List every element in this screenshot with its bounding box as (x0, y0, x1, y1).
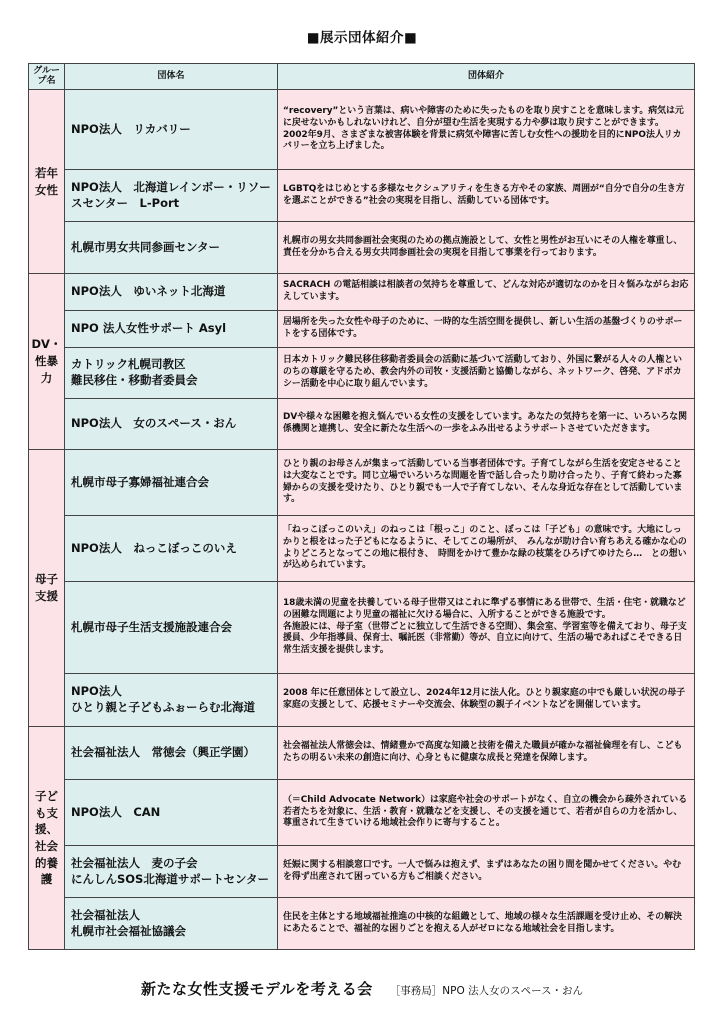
table-row (29, 348, 695, 399)
table-row (29, 274, 695, 311)
organization-table (28, 63, 695, 950)
table-row (29, 222, 695, 274)
table-row (29, 674, 695, 727)
org-intro: 札幌市の男女共同参画社会実現のための拠点施設として、女性と男性がお互いにその人権を尊重し、責任を分かち合える男女共同参画社会の実現を目指して事業を行っております。 (278, 222, 695, 274)
org-intro: 「ねっこぼっこのいえ」のねっこは「根っこ」のこと、ぼっこは「子ども」の意味です。大地にしっかりと根をはった子どもになるように、そしてこの場所が、 みんなが助け合い育ちあえる確かな心のよりどころとなってこの地に根付き、 時間をかけて豊かな緑の枝葉をひろげてゆけたら… との想いが込められています。 (278, 516, 695, 582)
header-name: 団体名 (65, 64, 278, 90)
org-intro: 日本カトリック難民移住移動者委員会の活動に基づいて活動しており、外国に繋がる人々の人権といのちの尊厳を守るため、教会内外の司牧・支援活動と協働しながら、ネットワーク、啓発、アドボカシー活動を中心に取り組んでいます。 (278, 348, 695, 399)
table-row (29, 450, 695, 516)
org-name: NPO法人 北海道レインボー・リソースセンター L-Port (65, 170, 278, 222)
org-intro: 住民を主体とする地域福祉推進の中核的な組織として、地域の様々な生活課題を受け止め、その解決にあたることで、福祉的な困りごとを抱える人がゼロになる地域社会を目指します。 (278, 898, 695, 950)
org-intro: 社会福祉法人常徳会は、情緒豊かで高度な知識と技術を備えた職員が確かな福祉倫理を有し、こどもたちの明るい未来の創造に向け、心身ともに健康な成長と発達を保障します。 (278, 727, 695, 780)
org-name: 札幌市母子生活支援施設連合会 (65, 582, 278, 674)
org-name: NPO法人 ねっこぼっこのいえ (65, 516, 278, 582)
table-row (29, 399, 695, 450)
org-name: NPO法人 ゆいネット北海道 (65, 274, 278, 311)
footer (0, 978, 724, 999)
org-intro: 妊娠に関する相談窓口です。一人で悩みは抱えず、まずはあなたの困り間を聞かせてください。やむを得ず出産されて困っている方もご相談ください。 (278, 846, 695, 898)
org-name: NPO法人 ひとり親と子どもふぉーらむ北海道 (65, 674, 278, 727)
header-intro: 団体紹介 (278, 64, 695, 90)
org-intro: LGBTQをはじめとする多様なセクシュアリティを生きる方やその家族、周囲が“自分で自分の生き方を選ぶことができる”社会の実現を目指し、活動している団体です。 (278, 170, 695, 222)
org-name: 社会福祉法人 麦の子会 にんしんSOS北海道サポートセンター (65, 846, 278, 898)
footer-title: 新たな女性支援モデルを考える会 (140, 980, 373, 998)
table-row (29, 516, 695, 582)
group-label-dv: DV・性暴力 (29, 274, 65, 450)
table-row (29, 780, 695, 846)
org-intro: 2008 年に任意団体として設立し、2024年12月に法人化。ひとり親家庭の中でも厳しい状況の母子家庭の支援として、応援セミナーや交流会、体験型の親子イベントなどを開催しています。 (278, 674, 695, 727)
org-intro: ひとり親のお母さんが集まって活動している当事者団体です。子育てしながら生活を安定させることは大変なことです。同じ立場でいろいろな問題を皆で話し合ったり助け合ったり、子育て終わった寡婦からの支援を受けたり、ひとり親でも一人で子育てしない、そんな身近な存在として活動しています。 (278, 450, 695, 516)
org-name: 社会福祉法人 常徳会（興正学園） (65, 727, 278, 780)
org-intro: 18歳未満の児童を扶養している母子世帯又はこれに準ずる事情にある世帯で、生活・住宅・就職などの困難な問題により児童の福祉に欠ける場合に、入所することができる施設です。 各施設には、母子室（世帯ごとに独立して生活できる空間）、集会室、学習室等を備えており、母子支援員、少年指導員、保育士、嘱託医（非常勤）等が、自立に向けて、生活の場であればこそできる日常生活支援を提供します。 (278, 582, 695, 674)
table-row (29, 898, 695, 950)
table-row (29, 582, 695, 674)
org-name: 札幌市男女共同参画センター (65, 222, 278, 274)
org-name: NPO法人 CAN (65, 780, 278, 846)
org-intro: SACRACH の電話相談は相談者の気持ちを尊重して、どんな対応が適切なのかを日々悩みながらお応えしています。 (278, 274, 695, 311)
org-intro: “recovery”という言葉は、病いや障害のために失ったものを取り戻すことを意味します。病気は元に戻せないかもしれないけれど、自分が望む生活を実現する力や夢は取り戻すことができます。 2002年9月、さまざまな被害体験を背景に病気や障害に苦しむ女性への援助を目的にNPO法人リカバリーを立ち上げました。 (278, 90, 695, 170)
org-name: NPO法人 女のスペース・おん (65, 399, 278, 450)
header-group: グループ名 (29, 64, 65, 90)
org-name: カトリック札幌司教区 難民移住・移動者委員会 (65, 348, 278, 399)
table-row (29, 311, 695, 348)
org-intro: DVや様々な困難を抱え悩んでいる女性の支援をしています。あなたの気持ちを第一に、いろいろな関係機関と連携し、安全に新たな生活への一歩をふみ出せるようサポートさせていただきます。 (278, 399, 695, 450)
org-name: NPO 法人女性サポート Asyl (65, 311, 278, 348)
table-row (29, 727, 695, 780)
footer-secretariat: ［事務局］NPO 法人女のスペース・おん (389, 985, 584, 997)
group-label-mother-child: 母子支援 (29, 450, 65, 727)
org-name: 札幌市母子寡婦福祉連合会 (65, 450, 278, 516)
org-intro: 居場所を失った女性や母子のために、一時的な生活空間を提供し、新しい生活の基盤づくりのサポートをする団体です。 (278, 311, 695, 348)
org-name: NPO法人 リカバリー (65, 90, 278, 170)
org-name: 社会福祉法人 札幌市社会福祉協議会 (65, 898, 278, 950)
table-row (29, 846, 695, 898)
group-label-child-support: 子ども支援、社会的養護 (29, 727, 65, 950)
table-header-row (29, 64, 695, 90)
org-intro: （＝Child Advocate Network）は家庭や社会のサポートがなく、自立の機会から疎外されている若者たちを対象に、生活・教育・就職などを支援し、その支援を通じて、若者が自らの力を活かし、尊重されて生きていける地域社会作りに寄与すること。 (278, 780, 695, 846)
table-row (29, 90, 695, 170)
group-label-young-women: 若年女性 (29, 90, 65, 274)
page-title: ■展示団体紹介■ (306, 30, 418, 46)
table-row (29, 170, 695, 222)
